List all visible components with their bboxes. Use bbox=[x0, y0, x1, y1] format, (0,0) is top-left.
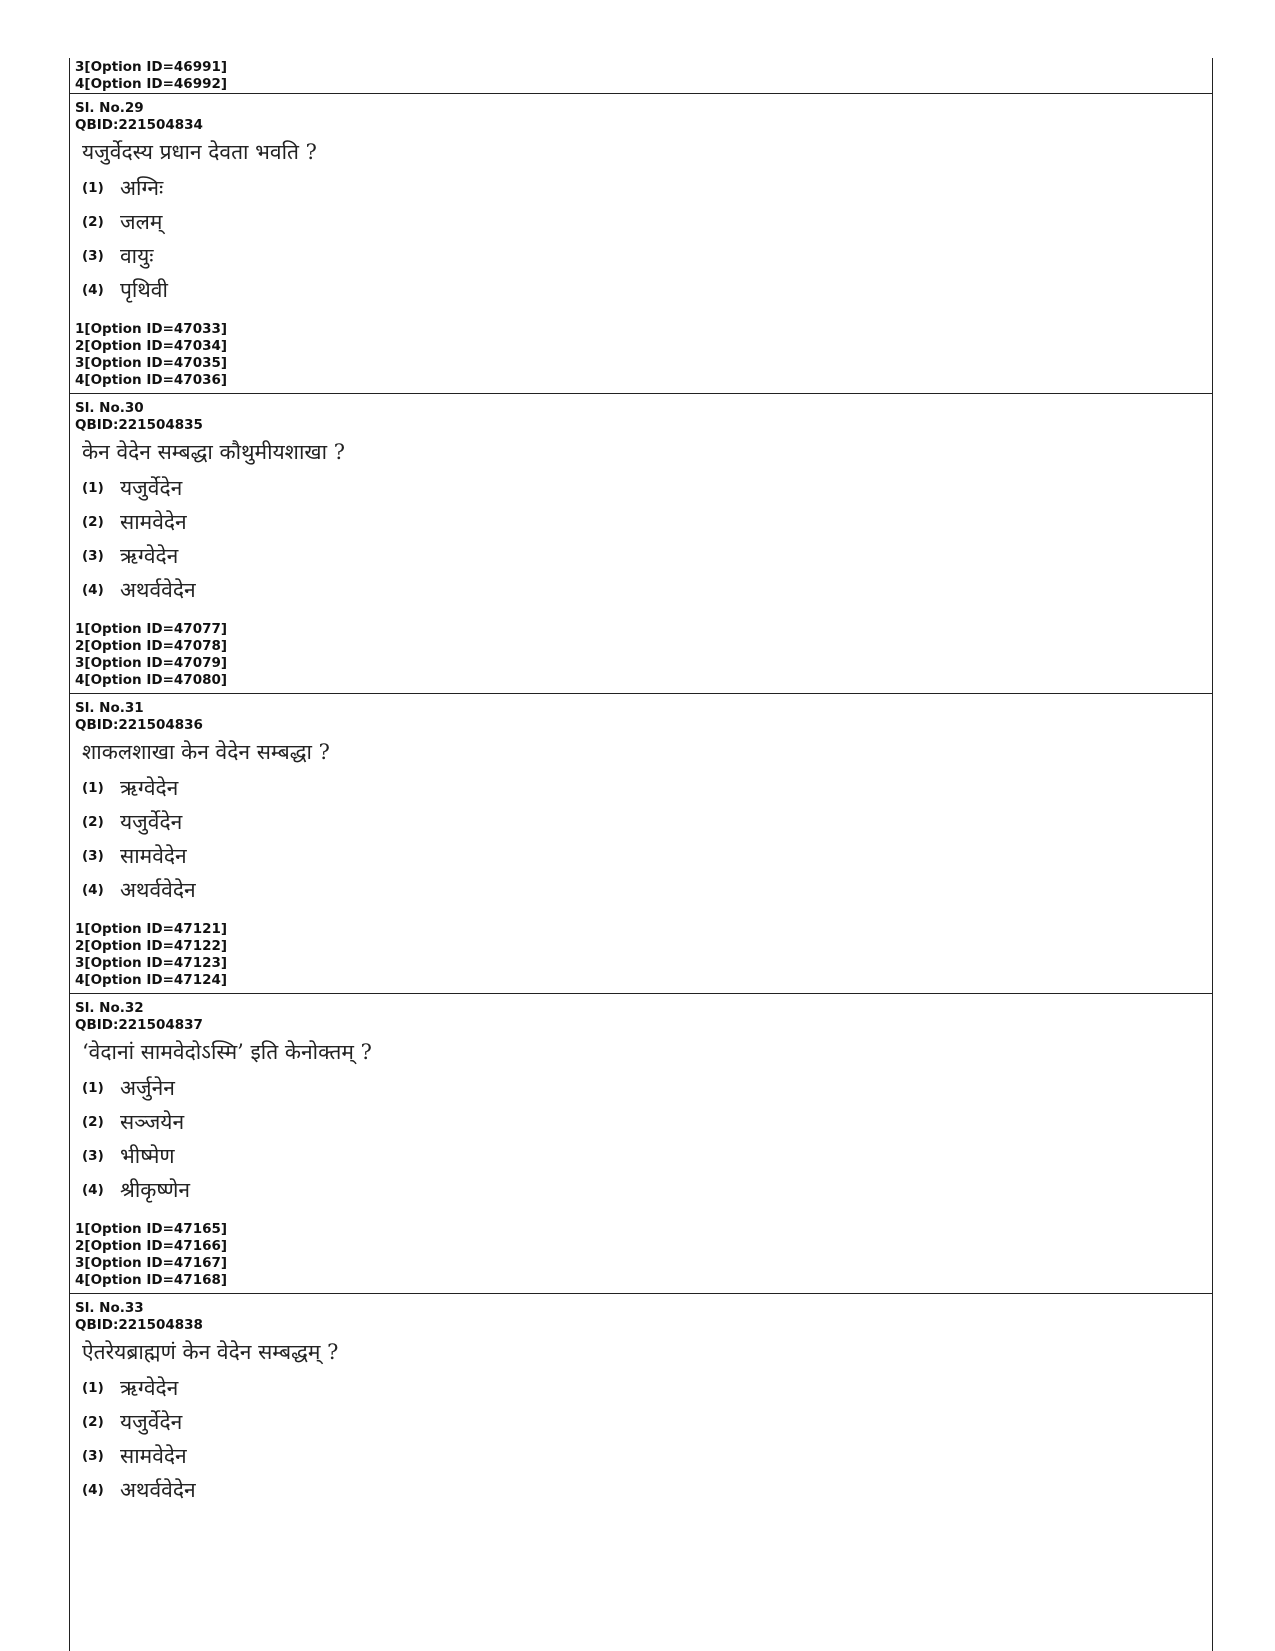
option-text: यजुर्वेदेन bbox=[120, 1410, 183, 1434]
option-text: सामवेदेन bbox=[120, 1444, 187, 1468]
option-text: ऋग्वेदेन bbox=[120, 776, 179, 800]
option-number: (1) bbox=[82, 180, 104, 196]
option-id-line: 3[Option ID=47035] bbox=[75, 355, 228, 371]
option-text: ऋग्वेदेन bbox=[120, 1376, 179, 1400]
option-id-list bbox=[70, 1221, 1212, 1293]
serial-number: Sl. No.31 bbox=[75, 700, 144, 716]
option-number: (3) bbox=[82, 548, 104, 564]
serial-number: Sl. No.29 bbox=[75, 100, 144, 116]
option-text: सामवेदेन bbox=[120, 510, 187, 534]
serial-number: Sl. No.32 bbox=[75, 1000, 144, 1016]
option-id-line: 2[Option ID=47034] bbox=[75, 338, 228, 354]
option-number: (3) bbox=[82, 1148, 104, 1164]
option-id-line: 4[Option ID=47036] bbox=[75, 372, 228, 388]
option-text: अथर्ववेदेन bbox=[120, 878, 196, 902]
option-text: अथर्ववेदेन bbox=[120, 1478, 196, 1502]
question-block bbox=[70, 693, 1212, 993]
option-number: (1) bbox=[82, 780, 104, 796]
option-number: (4) bbox=[82, 882, 104, 898]
option-number: (1) bbox=[82, 1080, 104, 1096]
option-text: ऋग्वेदेन bbox=[120, 544, 179, 568]
question-block bbox=[70, 93, 1212, 393]
option-text: अर्जुनेन bbox=[120, 1076, 175, 1100]
option-row bbox=[70, 471, 1212, 505]
option-id-line: 4[Option ID=46992] bbox=[75, 76, 228, 92]
option-row bbox=[70, 239, 1212, 273]
option-row bbox=[70, 505, 1212, 539]
option-text: पृथिवी bbox=[120, 278, 168, 302]
question-text: केन वेदेन सम्बद्धा कौथुमीयशाखा ? bbox=[82, 440, 345, 464]
qbid: QBID:221504835 bbox=[75, 417, 203, 433]
option-row bbox=[70, 205, 1212, 239]
option-row bbox=[70, 1071, 1212, 1105]
option-row bbox=[70, 873, 1212, 907]
option-id-list bbox=[70, 321, 1212, 393]
option-id-line: 2[Option ID=47166] bbox=[75, 1238, 228, 1254]
option-id-line: 1[Option ID=47121] bbox=[75, 921, 228, 937]
option-number: (4) bbox=[82, 1482, 104, 1498]
option-id-line: 1[Option ID=47077] bbox=[75, 621, 228, 637]
question-text: शाकलशाखा केन वेदेन सम्बद्धा ? bbox=[82, 740, 330, 764]
option-id-line: 1[Option ID=47033] bbox=[75, 321, 228, 337]
option-id-list bbox=[70, 621, 1212, 693]
option-id-list bbox=[70, 921, 1212, 993]
option-text: अथर्ववेदेन bbox=[120, 578, 196, 602]
option-text: अग्निः bbox=[120, 176, 164, 200]
option-number: (3) bbox=[82, 848, 104, 864]
option-row bbox=[70, 1371, 1212, 1405]
option-id-line: 3[Option ID=47079] bbox=[75, 655, 228, 671]
option-text: सामवेदेन bbox=[120, 844, 187, 868]
option-row bbox=[70, 171, 1212, 205]
option-id-line: 4[Option ID=47124] bbox=[75, 972, 228, 988]
serial-number: Sl. No.30 bbox=[75, 400, 144, 416]
option-row bbox=[70, 1139, 1212, 1173]
option-text: सञ्जयेन bbox=[120, 1110, 185, 1134]
option-row bbox=[70, 539, 1212, 573]
option-text: वायुः bbox=[120, 244, 154, 268]
option-number: (2) bbox=[82, 1414, 104, 1430]
option-number: (2) bbox=[82, 814, 104, 830]
option-row bbox=[70, 1439, 1212, 1473]
option-id-line: 2[Option ID=47122] bbox=[75, 938, 228, 954]
option-number: (3) bbox=[82, 248, 104, 264]
option-number: (4) bbox=[82, 582, 104, 598]
option-id-line: 4[Option ID=47168] bbox=[75, 1272, 228, 1288]
option-number: (2) bbox=[82, 214, 104, 230]
option-text: श्रीकृष्णेन bbox=[120, 1178, 191, 1202]
option-id-line: 3[Option ID=47167] bbox=[75, 1255, 228, 1271]
option-row bbox=[70, 805, 1212, 839]
option-number: (1) bbox=[82, 1380, 104, 1396]
option-row bbox=[70, 839, 1212, 873]
option-id-line: 2[Option ID=47078] bbox=[75, 638, 228, 654]
option-id-line: 3[Option ID=46991] bbox=[75, 59, 228, 75]
option-row bbox=[70, 1473, 1212, 1507]
option-number: (3) bbox=[82, 1448, 104, 1464]
question-text: यजुर्वेदस्य प्रधान देवता भवति ? bbox=[82, 140, 317, 164]
option-text: भीष्मेण bbox=[120, 1144, 175, 1168]
option-text: यजुर्वेदेन bbox=[120, 476, 183, 500]
qbid: QBID:221504834 bbox=[75, 117, 203, 133]
option-number: (2) bbox=[82, 514, 104, 530]
option-text: यजुर्वेदेन bbox=[120, 810, 183, 834]
qbid: QBID:221504836 bbox=[75, 717, 203, 733]
option-id-line: 3[Option ID=47123] bbox=[75, 955, 228, 971]
option-text: जलम् bbox=[120, 210, 163, 234]
qbid: QBID:221504837 bbox=[75, 1017, 203, 1033]
carryover-option-ids bbox=[70, 58, 1212, 93]
question-block bbox=[70, 993, 1212, 1293]
option-row bbox=[70, 1105, 1212, 1139]
option-number: (4) bbox=[82, 1182, 104, 1198]
option-row bbox=[70, 573, 1212, 607]
option-number: (2) bbox=[82, 1114, 104, 1130]
question-block bbox=[70, 1293, 1212, 1507]
option-number: (1) bbox=[82, 480, 104, 496]
option-row bbox=[70, 1405, 1212, 1439]
option-row bbox=[70, 273, 1212, 307]
question-sheet bbox=[69, 58, 1213, 1651]
serial-number: Sl. No.33 bbox=[75, 1300, 144, 1316]
option-number: (4) bbox=[82, 282, 104, 298]
question-text: ऐतरेयब्राह्मणं केन वेदेन सम्बद्धम् ? bbox=[82, 1340, 339, 1364]
option-row bbox=[70, 771, 1212, 805]
option-id-line: 1[Option ID=47165] bbox=[75, 1221, 228, 1237]
option-id-line: 4[Option ID=47080] bbox=[75, 672, 228, 688]
question-block bbox=[70, 393, 1212, 693]
option-row bbox=[70, 1173, 1212, 1207]
question-text: ‘वेदानां सामवेदोऽस्मि’ इति केनोक्तम् ? bbox=[82, 1040, 372, 1064]
qbid: QBID:221504838 bbox=[75, 1317, 203, 1333]
